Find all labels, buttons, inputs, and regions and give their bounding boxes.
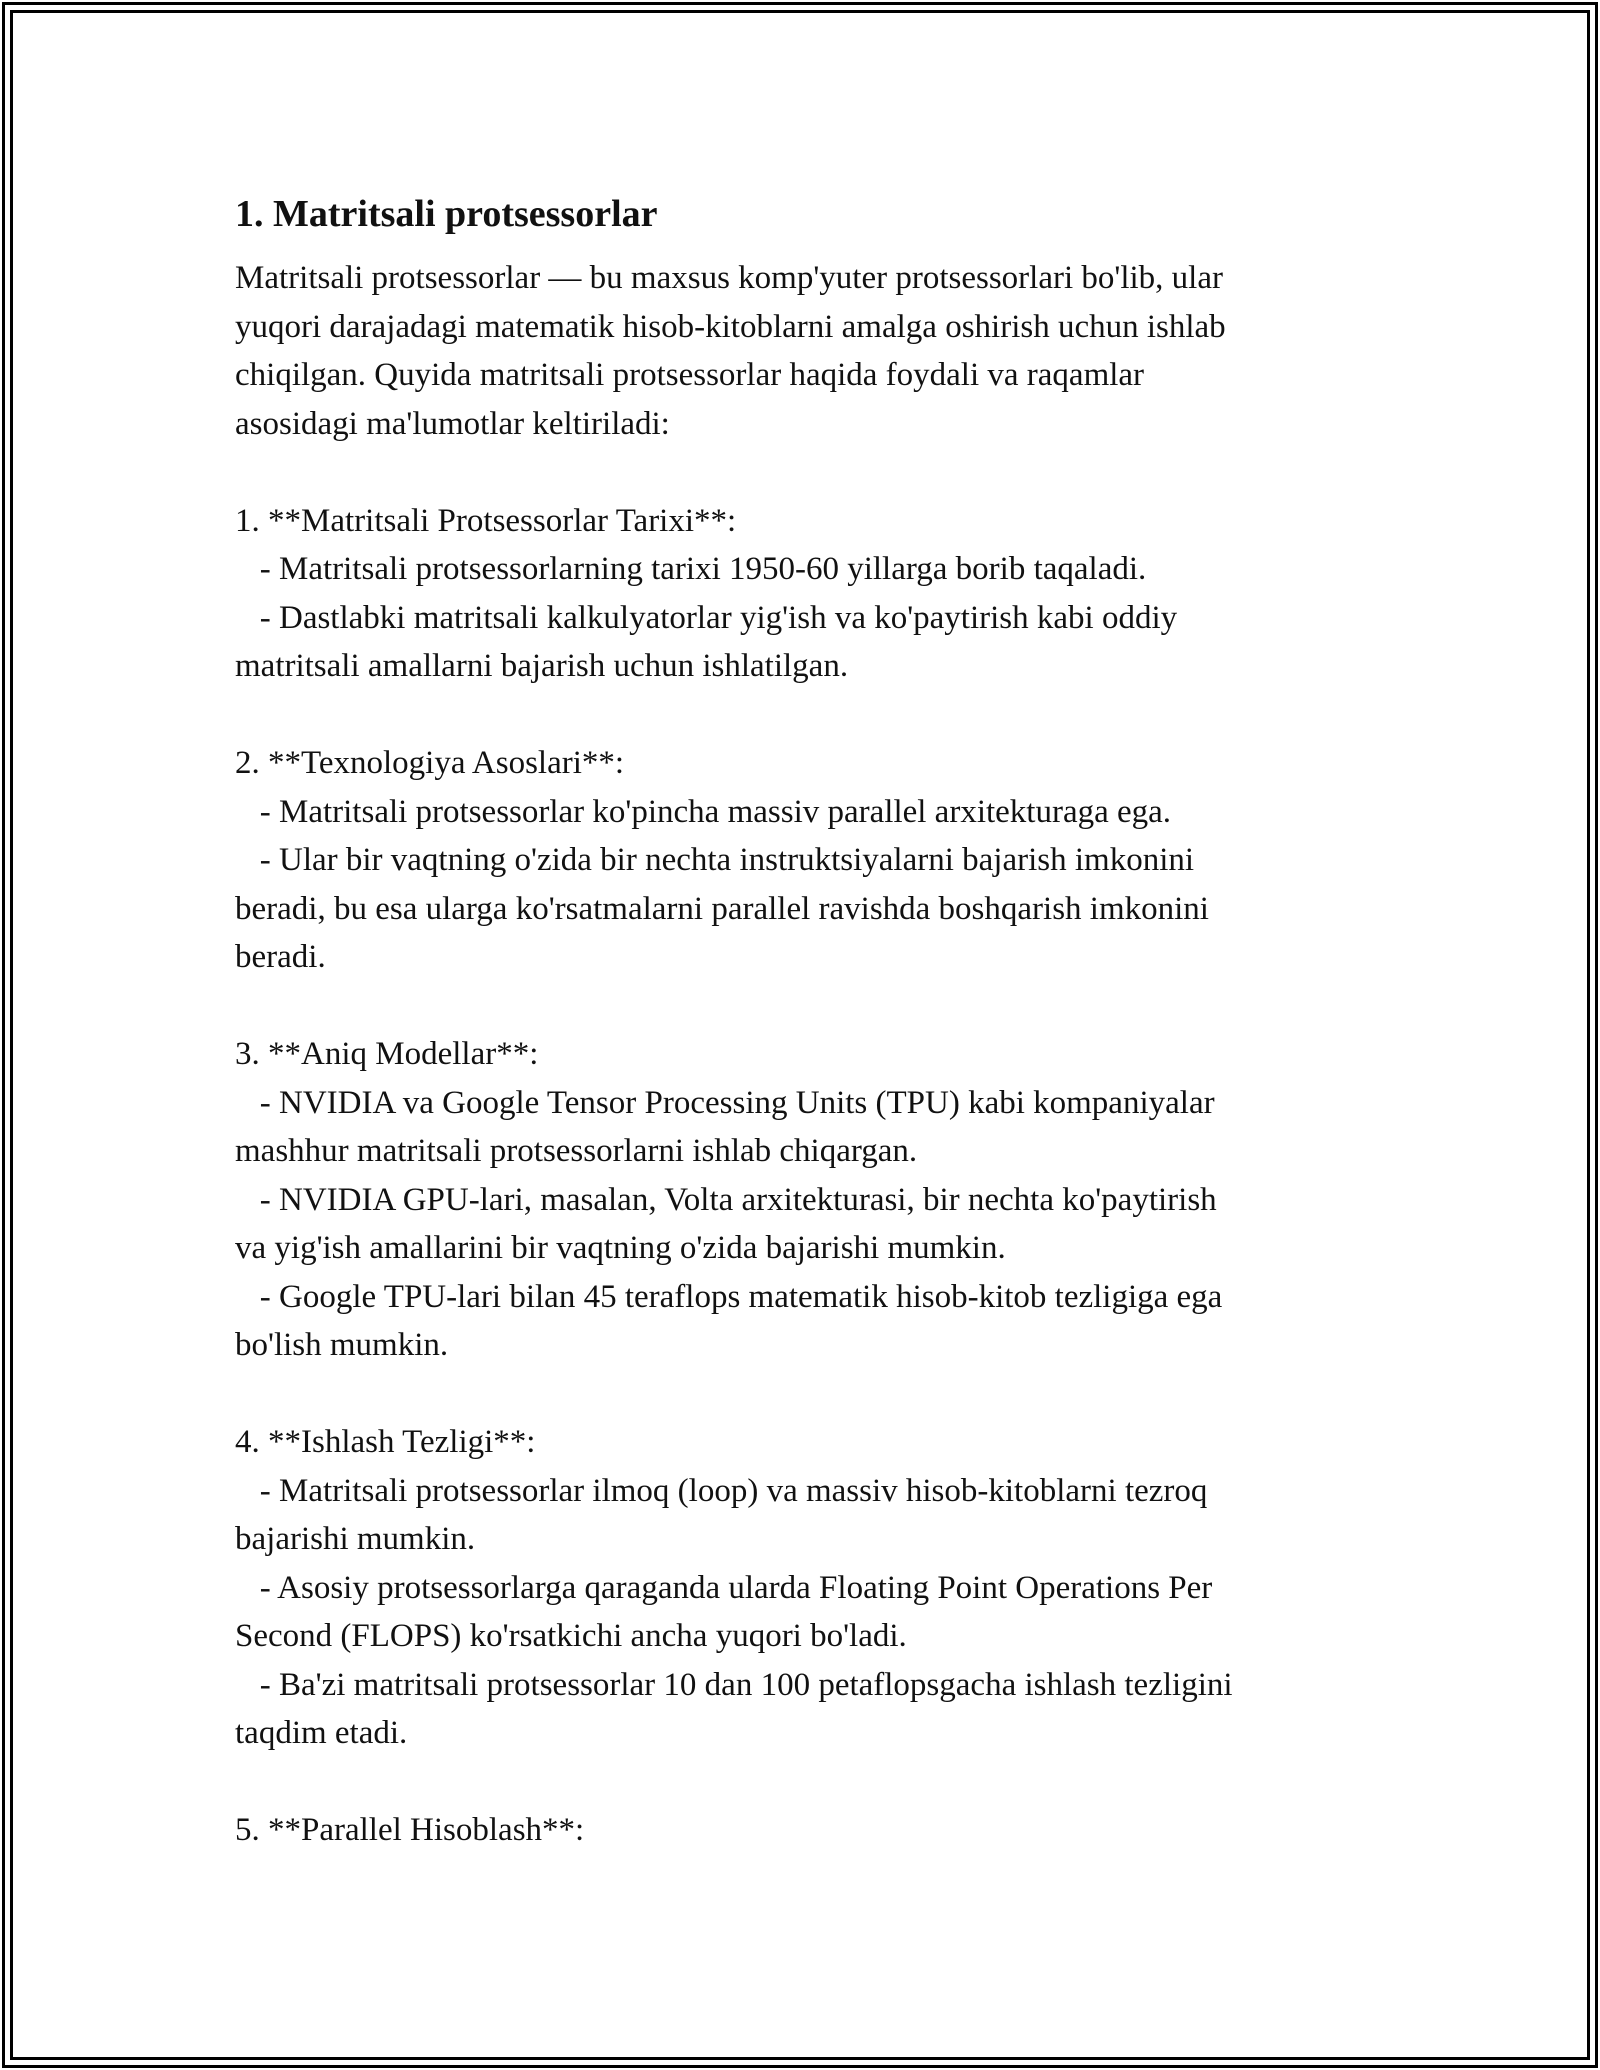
text-line: - Matritsali protsessorlar ilmoq (loop) va massiv hisob-kitoblarni tezroq [235, 1472, 1208, 1509]
blank-line [235, 1370, 1365, 1419]
blank-line [235, 1758, 1365, 1807]
text-line: bo'lish mumkin. [235, 1327, 449, 1363]
blank-line [235, 982, 1365, 1031]
blank-line [235, 691, 1365, 740]
text-line: - NVIDIA GPU-lari, masalan, Volta arxitekturasi, bir nechta ko'paytirish [235, 1181, 1217, 1218]
text-line: taqdim etadi. [235, 1715, 408, 1751]
text-line: - Asosiy protsessorlarga qaraganda ularda Floating Point Operations Per [235, 1569, 1213, 1606]
blank-line [235, 448, 1365, 497]
text-line: 2. **Texnologiya Asoslari**: [235, 745, 625, 781]
text-line: - Matritsali protsessorlar ko'pincha massiv parallel arxitekturaga ega. [235, 793, 1172, 830]
text-line: - Ular bir vaqtning o'zida bir nechta instruktsiyalarni bajarish imkonini [235, 842, 1195, 878]
text-line: chiqilgan. Quyida matritsali protsessorlar haqida foydali va raqamlar [235, 357, 1145, 393]
text-line: 5. **Parallel Hisoblash**: [235, 1812, 585, 1848]
text-line: - NVIDIA va Google Tensor Processing Units (TPU) kabi kompaniyalar [235, 1084, 1215, 1121]
document-body [235, 188, 1365, 1855]
text-line: 1. **Matritsali Protsessorlar Tarixi**: [235, 502, 737, 539]
text-line: - Google TPU-lari bilan 45 teraflops matematik hisob-kitob tezligiga ega [235, 1278, 1223, 1315]
text-line: 4. **Ishlash Tezligi**: [235, 1424, 536, 1460]
text-line: Second (FLOPS) ko'rsatkichi ancha yuqori bo'ladi. [235, 1618, 907, 1654]
text-line: 3. **Aniq Modellar**: [235, 1036, 539, 1072]
text-line: - Ba'zi matritsali protsessorlar 10 dan 100 petaflopsgacha ishlash tezligini [235, 1666, 1233, 1703]
text-line: asosidagi ma'lumotlar keltiriladi: [235, 405, 670, 442]
text-line: mashhur matritsali protsessorlarni ishlab chiqargan. [235, 1133, 918, 1169]
text-line: beradi. [235, 939, 326, 975]
text-line: yuqori darajadagi matematik hisob-kitoblarni amalga oshirish uchun ishlab [235, 308, 1226, 345]
text-line: bajarishi mumkin. [235, 1521, 476, 1557]
document-title: 1. Matritsali protsessorlar [235, 193, 658, 235]
text-line: - Dastlabki matritsali kalkulyatorlar yig'ish va ko'paytirish kabi oddiy [235, 599, 1178, 636]
text-line: beradi, bu esa ularga ko'rsatmalarni parallel ravishda boshqarish imkonini [235, 890, 1209, 927]
text-line: matritsali amallarni bajarish uchun ishlatilgan. [235, 648, 849, 684]
text-line: va yig'ish amallarini bir vaqtning o'zida bajarishi mumkin. [235, 1230, 1006, 1266]
text-line: - Matritsali protsessorlarning tarixi 1950-60 yillarga borib taqaladi. [235, 551, 1147, 587]
document-text [235, 254, 1365, 1855]
text-line: Matritsali protsessorlar — bu maxsus komp'yuter protsessorlari bo'lib, ular [235, 260, 1223, 296]
